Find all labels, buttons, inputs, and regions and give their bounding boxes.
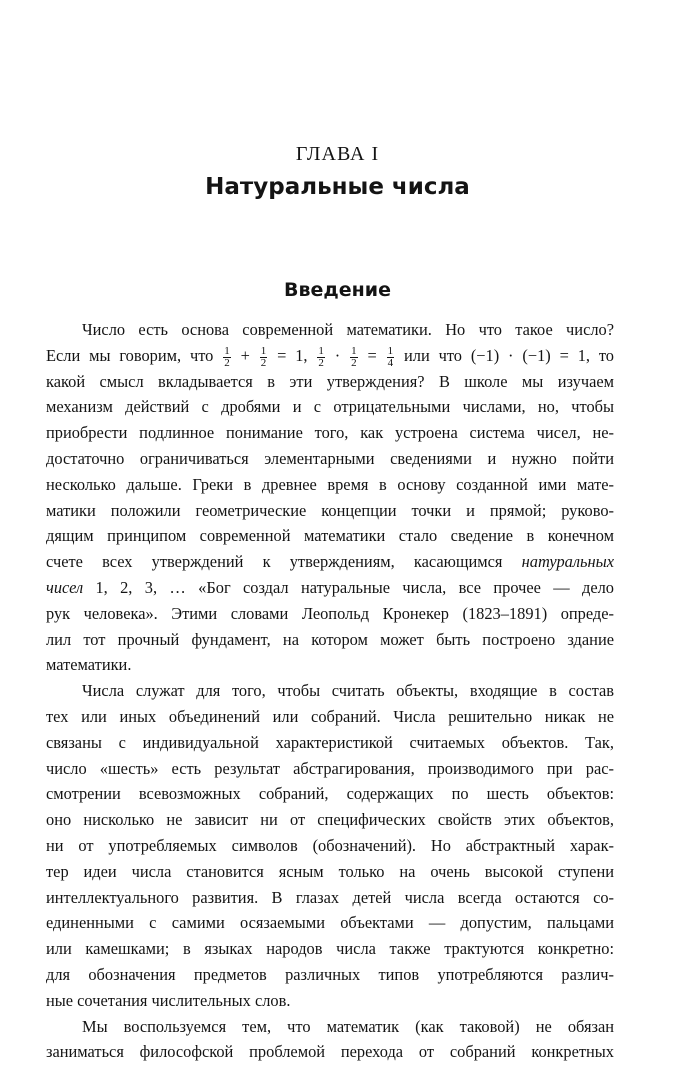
- text-line: единенными с самими осязаемыми объектами — допустим, пальцами: [46, 913, 614, 933]
- fraction-denominator: 2: [351, 356, 357, 369]
- text-fragment: счете всех утверждений к утверждениям, касающимся: [46, 552, 503, 572]
- fraction-numerator: 1: [318, 344, 324, 357]
- text-line: дящим принципом современной математики стало сведение в конечном: [46, 526, 614, 546]
- text-line: ные сочетания числительных слов.: [46, 990, 291, 1010]
- math-operator: +: [240, 345, 250, 365]
- fraction-denominator: 2: [224, 356, 230, 369]
- chapter-label: ГЛАВА I: [295, 143, 380, 165]
- text-line: Числа служат для того, чтобы считать объекты, входящие в состав: [82, 681, 614, 701]
- text-line: связаны с индивидуальной характеристикой считаемых объектов. Так,: [46, 732, 614, 752]
- fraction-numerator: 1: [351, 344, 357, 357]
- text-line: Число есть основа современной математики. Но что такое число?: [82, 320, 614, 339]
- text-line: смотрении всевозможных собраний, содержащих по шесть объектов:: [46, 784, 614, 804]
- text-line: Мы воспользуемся тем, что математик (как таковой) не обязан: [82, 1016, 614, 1036]
- text-line: тер идеи числа становится ясным только на очень высокой ступени: [46, 861, 614, 881]
- text-line: или камешками; в языках народов числа также трактуются конкретно:: [46, 939, 614, 959]
- fraction-denominator: 2: [318, 356, 324, 369]
- fraction-denominator: 4: [387, 356, 394, 369]
- paragraph: [46, 1014, 614, 1065]
- fraction-numerator: 1: [224, 344, 230, 357]
- text-line: рук человека». Этими словами Леопольд Кронекер (1823–1891) опреде-: [46, 603, 614, 623]
- text-line: заниматься философской проблемой перехода от собраний конкретных: [46, 1042, 614, 1062]
- text-line: математики.: [46, 655, 132, 675]
- text-line: лил тот прочный фундамент, на котором может быть построено здание: [46, 629, 614, 649]
- fraction: [223, 346, 231, 369]
- fraction: [387, 346, 395, 369]
- text-line: ни от употребляемых символов (обозначений). Но абстрактный харак-: [46, 835, 614, 855]
- text-line: тех или иных объединений или собраний. Числа решительно никак не: [46, 706, 614, 726]
- fraction-numerator: 1: [260, 344, 267, 357]
- text-line: для обозначения предметов различных типов употребляются различ-: [46, 964, 614, 984]
- section-title: Введение: [284, 279, 391, 301]
- math-operator: ·: [334, 345, 341, 365]
- chapter-title: Натуральные числа: [205, 174, 470, 200]
- fraction: [350, 346, 358, 369]
- text-line: матики положили геометрические концепции точки и прямой; руково-: [46, 500, 614, 520]
- math-operator: =: [367, 345, 377, 365]
- body-text: [46, 317, 614, 1065]
- text-line-formula: [46, 343, 614, 369]
- text-line: несколько дальше. Греки в древнее время в основу созданной ими мате-: [46, 474, 614, 494]
- text-line: достаточно ограничиваться элементарными сведениями и нужно пойти: [46, 448, 614, 468]
- text-fragment: или что (−1) · (−1) = 1, то: [404, 345, 614, 365]
- emphasis: натуральных: [521, 552, 614, 572]
- fraction-numerator: 1: [387, 344, 394, 357]
- text-line: [46, 575, 614, 601]
- text-line: приобрести подлинное понимание того, как устроена система чисел, не-: [46, 423, 614, 443]
- emphasis: чисел: [46, 577, 84, 597]
- text-line: какой смысл вкладывается в эти утверждения? В школе мы изучаем: [46, 371, 614, 391]
- fraction: [260, 346, 268, 369]
- text-line: оно нисколько не зависит ни от специфических свойств этих объектов,: [46, 810, 614, 830]
- fraction-denominator: 2: [260, 356, 267, 369]
- text-fragment: Если мы говорим, что: [46, 345, 214, 365]
- paragraph: [46, 678, 614, 1013]
- fraction: [317, 346, 325, 369]
- text-fragment: 1, 2, 3, … «Бог создал натуральные числа, все прочее — дело: [95, 577, 614, 597]
- text-line: механизм действий с дробями и с отрицательными числами, но, чтобы: [46, 397, 614, 417]
- text-line: интеллектуального развития. В глазах детей числа всегда остаются со-: [46, 887, 614, 907]
- text-line: [46, 549, 614, 575]
- math-operator: = 1,: [277, 345, 308, 365]
- text-line: число «шесть» есть результат абстрагирования, производимого при рас-: [46, 758, 614, 778]
- paragraph: [46, 317, 614, 678]
